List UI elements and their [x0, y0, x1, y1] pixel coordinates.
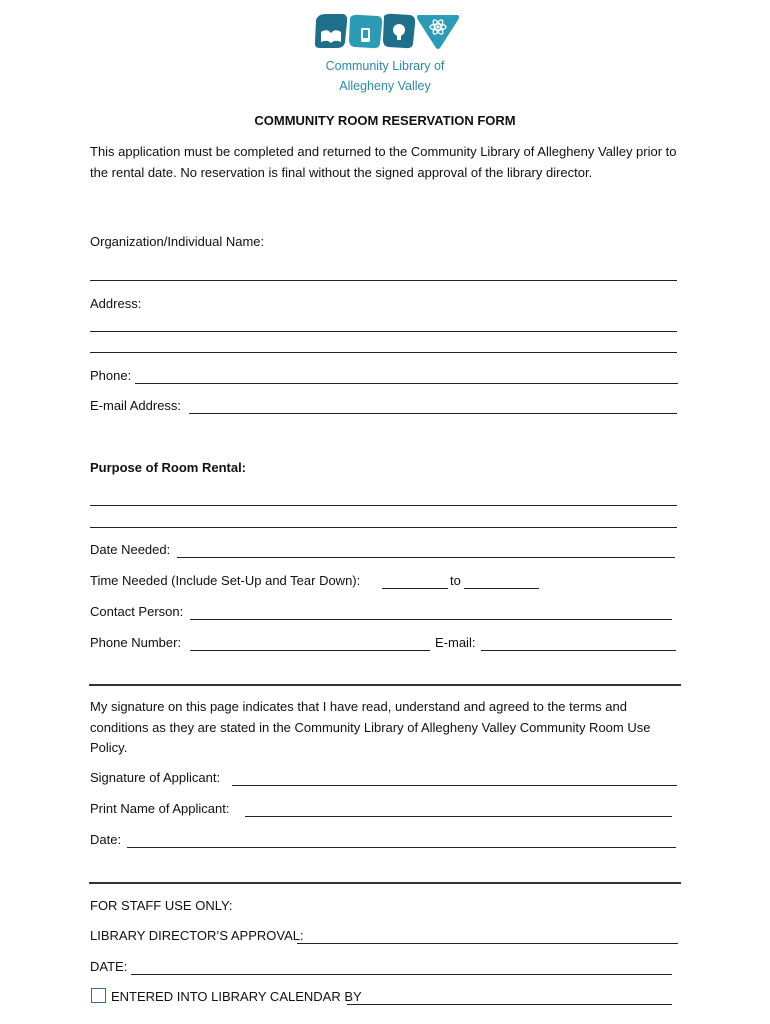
email-field[interactable] [189, 401, 677, 414]
library-logo [312, 12, 460, 50]
phone-label: Phone: [90, 368, 132, 383]
signature-field[interactable] [232, 773, 677, 786]
agreement-date-label: Date: [90, 832, 122, 847]
phone-number-field[interactable] [190, 638, 430, 651]
address-field-line2[interactable] [90, 340, 677, 353]
time-end-field[interactable] [464, 576, 539, 589]
address-label: Address: [90, 296, 142, 311]
purpose-field-line2[interactable] [90, 515, 677, 528]
calendar-by-field[interactable] [347, 992, 672, 1005]
org-name-line2: Allegheny Valley [339, 79, 431, 93]
email-short-field[interactable] [481, 638, 676, 651]
org-name-line1: Community Library of [325, 59, 445, 73]
form-title: COMMUNITY ROOM RESERVATION FORM [254, 113, 516, 128]
time-needed-label: Time Needed (Include Set-Up and Tear Down): [90, 573, 361, 588]
intro-paragraph: This application must be completed and returned to the Community Library of Allegheny Valley prior to the rental date. No reservation is final without the signed approval of the library director. [90, 144, 677, 180]
purpose-label: Purpose of Room Rental: [90, 460, 247, 475]
time-start-field[interactable] [382, 576, 448, 589]
calendar-label: ENTERED INTO LIBRARY CALENDAR BY [111, 989, 362, 1004]
section-divider [89, 684, 681, 686]
org-name-field[interactable] [90, 268, 677, 281]
print-name-label: Print Name of Applicant: [90, 801, 230, 816]
date-needed-label: Date Needed: [90, 542, 171, 557]
staff-heading: FOR STAFF USE ONLY: [90, 898, 233, 913]
section-divider [89, 882, 681, 884]
print-name-field[interactable] [245, 804, 672, 817]
purpose-field-line1[interactable] [90, 493, 677, 506]
org-name-label: Organization/Individual Name: [90, 234, 265, 249]
lightbulb-icon [393, 24, 405, 36]
contact-person-field[interactable] [190, 607, 672, 620]
phone-field[interactable] [135, 371, 678, 384]
address-field-line1[interactable] [90, 319, 677, 332]
date-needed-field[interactable] [177, 545, 675, 558]
approval-field[interactable] [297, 931, 678, 944]
time-to-label: to [450, 573, 461, 588]
approval-label: LIBRARY DIRECTOR’S APPROVAL: [90, 928, 304, 943]
calendar-checkbox[interactable] [91, 988, 106, 1003]
email-short-label: E-mail: [435, 635, 476, 650]
phone-number-label: Phone Number: [90, 635, 182, 650]
contact-person-label: Contact Person: [90, 604, 184, 619]
signature-label: Signature of Applicant: [90, 770, 221, 785]
email-label: E-mail Address: [90, 398, 182, 413]
agreement-date-field[interactable] [127, 835, 676, 848]
staff-date-field[interactable] [131, 962, 672, 975]
staff-date-label: DATE: [90, 959, 128, 974]
agreement-paragraph: My signature on this page indicates that I have read, understand and agreed to the terms and conditions as they are stated in the Community Library of Allegheny Valley Community Room Use Policy. [90, 699, 651, 755]
